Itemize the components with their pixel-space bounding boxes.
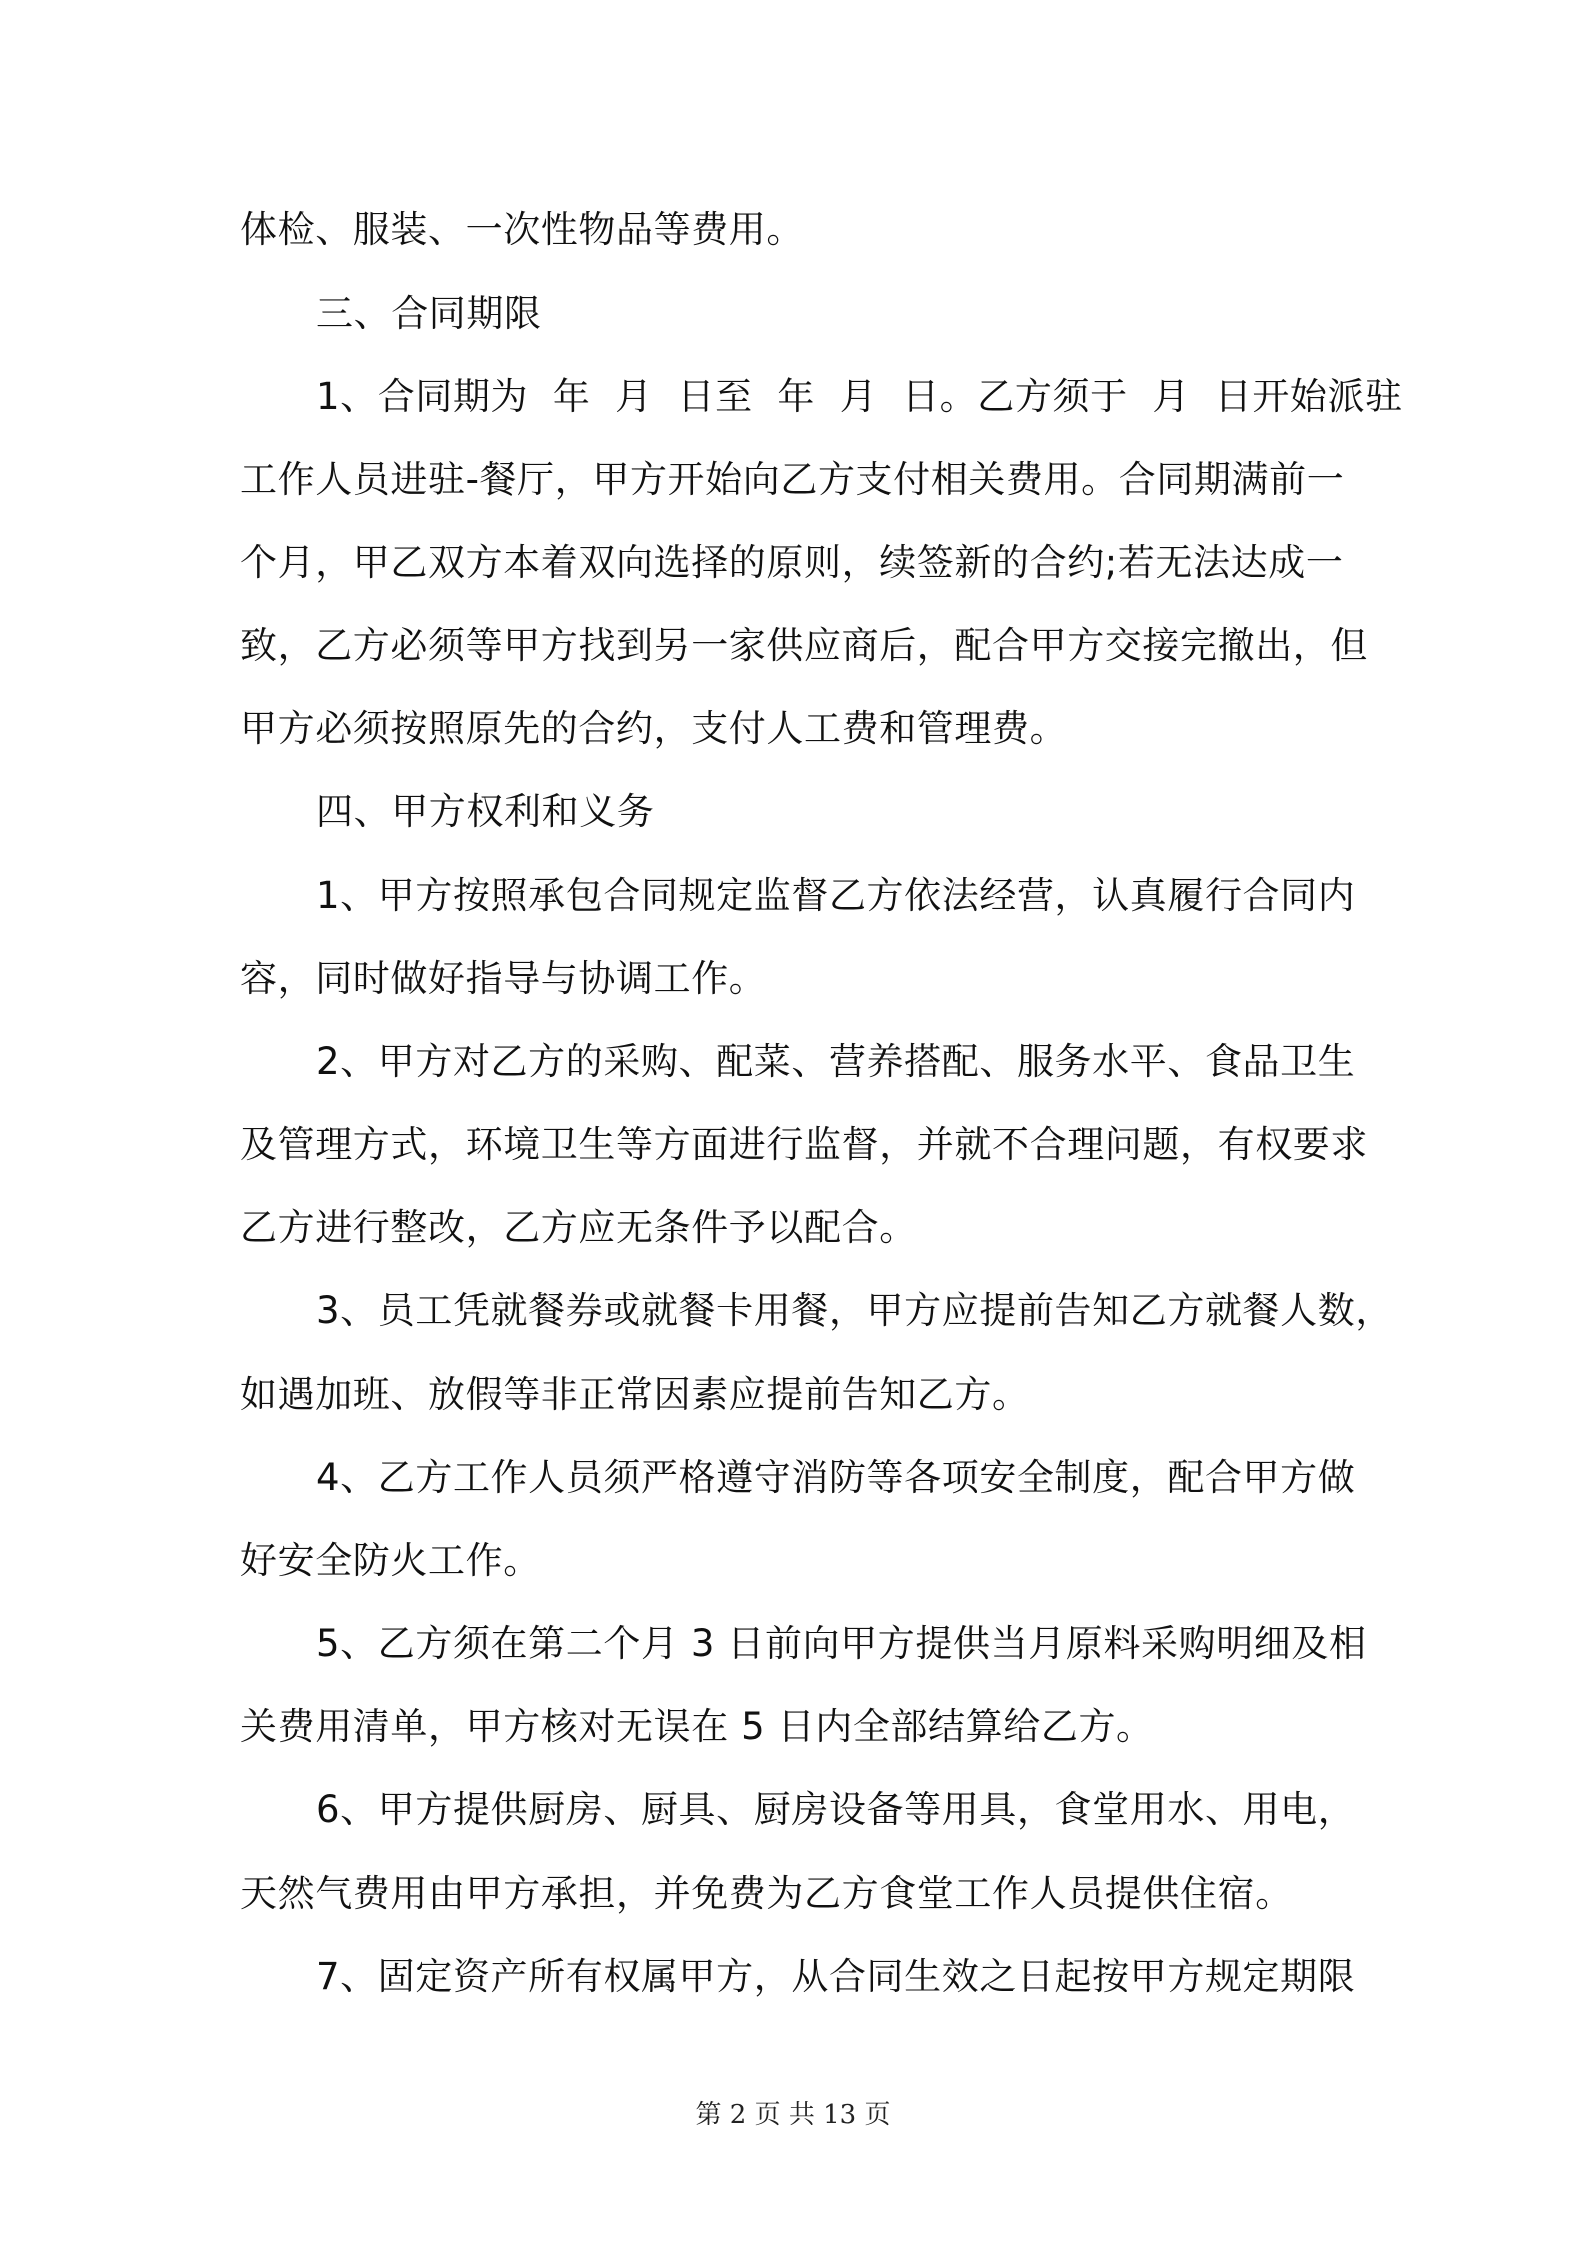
body-text-line: 及管理方式，环境卫生等方面进行监督，并就不合理问题，有权要求 <box>240 1123 1368 1166</box>
body-text-line: 体检、服装、一次性物品等费用。 <box>240 208 804 251</box>
body-text-line: 工作人员进驻-餐厅，甲方开始向乙方支付相关费用。合同期满前一 <box>240 458 1345 501</box>
section-heading: 四、甲方权利和义务 <box>316 790 655 833</box>
body-text-line: 个月，甲乙双方本着双向选择的原则，续签新的合约;若无法达成一 <box>240 541 1344 584</box>
body-text-line: 甲方必须按照原先的合约，支付人工费和管理费。 <box>240 707 1068 750</box>
body-text-line: 致，乙方必须等甲方找到另一家供应商后，配合甲方交接完撤出，但 <box>240 624 1368 667</box>
body-text-line: 容，同时做好指导与协调工作。 <box>240 957 767 1000</box>
body-text-line: 2、甲方对乙方的采购、配菜、营养搭配、服务水平、食品卫生 <box>316 1040 1356 1083</box>
body-text-line: 6、甲方提供厨房、厨具、厨房设备等用具，食堂用水、用电， <box>316 1788 1356 1831</box>
page-number-footer: 第 2 页 共 13 页 <box>695 2100 891 2130</box>
body-text-line: 乙方进行整改，乙方应无条件予以配合。 <box>240 1206 917 1249</box>
body-text-line: 天然气费用由甲方承担，并免费为乙方食堂工作人员提供住宿。 <box>240 1872 1293 1915</box>
body-text-line: 4、乙方工作人员须严格遵守消防等各项安全制度，配合甲方做 <box>316 1456 1356 1499</box>
body-text-line: 1、甲方按照承包合同规定监督乙方依法经营，认真履行合同内 <box>316 874 1356 917</box>
body-text-line: 5、乙方须在第二个月 3 日前向甲方提供当月原料采购明细及相 <box>316 1622 1367 1665</box>
body-text-line: 7、固定资产所有权属甲方，从合同生效之日起按甲方规定期限 <box>316 1955 1356 1998</box>
body-text-line: 3、员工凭就餐券或就餐卡用餐，甲方应提前告知乙方就餐人数， <box>316 1289 1393 1332</box>
section-heading: 三、合同期限 <box>316 292 542 335</box>
body-text-line: 1、合同期为 年 月 日至 年 月 日。乙方须于 月 日开始派驻 <box>316 375 1403 418</box>
body-text-line: 如遇加班、放假等非正常因素应提前告知乙方。 <box>240 1373 1030 1416</box>
body-text-line: 好安全防火工作。 <box>240 1539 541 1582</box>
body-text-line: 关费用清单，甲方核对无误在 5 日内全部结算给乙方。 <box>240 1705 1154 1748</box>
